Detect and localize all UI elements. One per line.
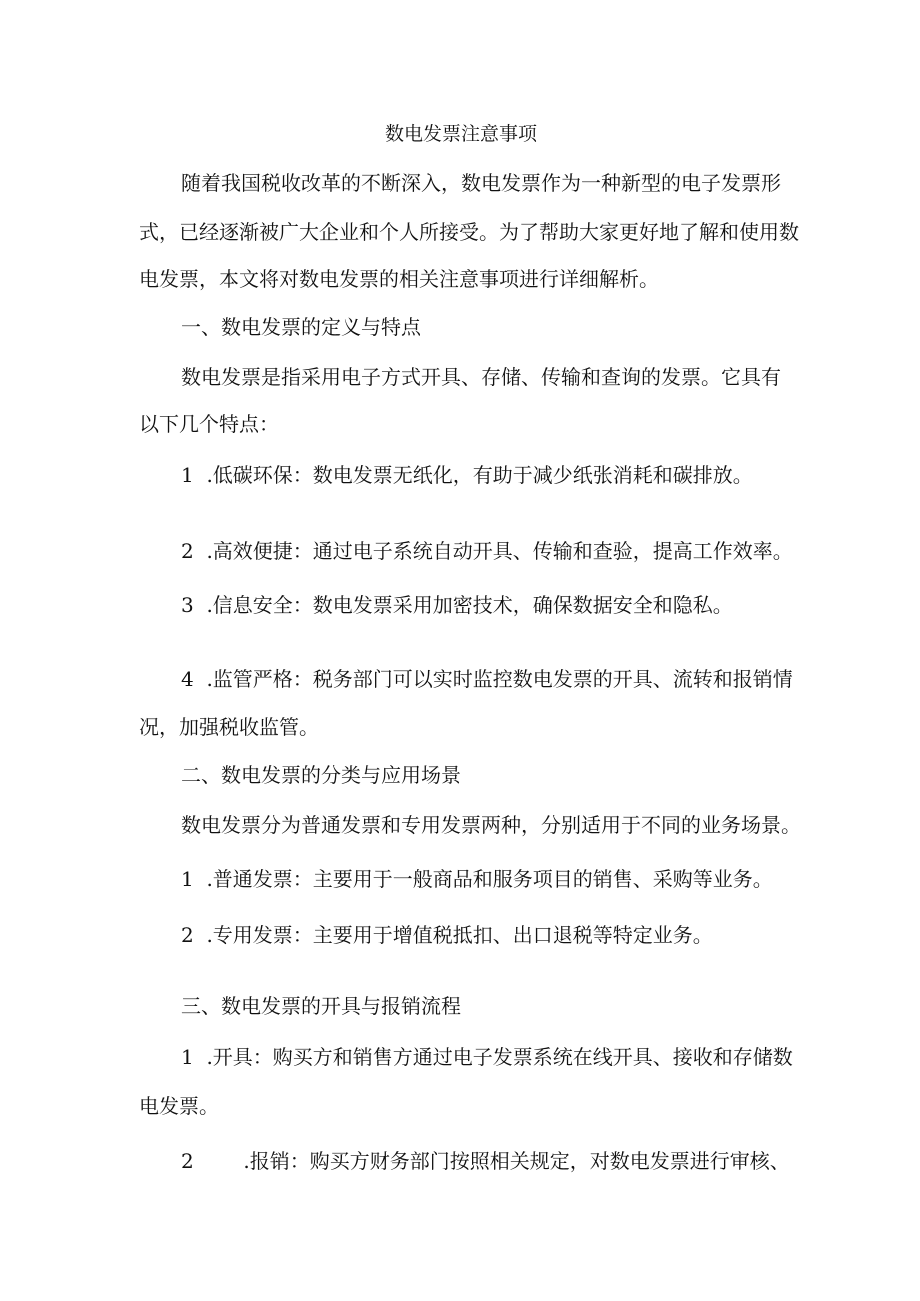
section-heading-2: 二、数电发票的分类与应用场景 — [181, 763, 461, 787]
list-item — [181, 1148, 790, 1174]
section2-para: 数电发票分为普通发票和专用发票两种，分别适用于不同的业务场景。 — [181, 813, 801, 837]
list-item-continuation: 况，加强税收监管。 — [139, 715, 319, 739]
list-item-text: .开具：购买方和销售方通过电子发票系统在线开具、接收和存储数 — [206, 1045, 793, 1069]
list-item-number: 2 — [181, 923, 194, 947]
list-item-text: .信息安全：数电发票采用加密技术，确保数据安全和隐私。 — [206, 593, 733, 617]
list-item-number: 1 — [181, 1045, 194, 1069]
list-item — [181, 1044, 793, 1070]
list-item-number: 1 — [181, 463, 194, 487]
intro-line-1: 随着我国税收改革的不断深入，数电发票作为一种新型的电子发票形 — [181, 171, 781, 195]
list-item — [181, 666, 793, 692]
intro-line-2: 式，已经逐渐被广大企业和个人所接受。为了帮助大家更好地了解和使用数 — [139, 220, 799, 244]
list-item — [181, 922, 713, 948]
list-item-text: .高效便捷：通过电子系统自动开具、传输和查验，提高工作效率。 — [206, 539, 793, 563]
list-item — [181, 866, 773, 892]
section1-para-line-1: 数电发票是指采用电子方式开具、存储、传输和查询的发票。它具有 — [181, 365, 781, 389]
list-item — [181, 538, 793, 564]
list-item-text: .普通发票：主要用于一般商品和服务项目的销售、采购等业务。 — [206, 867, 773, 891]
list-item-number: 3 — [181, 593, 194, 617]
list-item-text: .报销：购买方财务部门按照相关规定，对数电发票进行审核、 — [243, 1149, 790, 1173]
list-item-text: .专用发票：主要用于增值税抵扣、出口退税等特定业务。 — [206, 923, 713, 947]
list-item-number: 2 — [181, 539, 194, 563]
list-item — [181, 592, 733, 618]
list-item — [181, 462, 753, 488]
list-item-continuation: 电发票。 — [139, 1094, 219, 1118]
section1-para-line-2: 以下几个特点： — [139, 412, 279, 436]
page-title: 数电发票注意事项 — [385, 123, 538, 145]
list-item-text: .低碳环保：数电发票无纸化，有助于减少纸张消耗和碳排放。 — [206, 463, 753, 487]
list-item-number: 2 — [181, 1149, 194, 1173]
section-heading-1: 一、数电发票的定义与特点 — [181, 315, 421, 339]
section-heading-3: 三、数电发票的开具与报销流程 — [181, 994, 461, 1018]
list-item-number: 1 — [181, 867, 194, 891]
list-item-number: 4 — [181, 667, 194, 691]
intro-line-3: 电发票，本文将对数电发票的相关注意事项进行详细解析。 — [139, 267, 659, 291]
list-item-text: .监管严格：税务部门可以实时监控数电发票的开具、流转和报销情 — [206, 667, 793, 691]
